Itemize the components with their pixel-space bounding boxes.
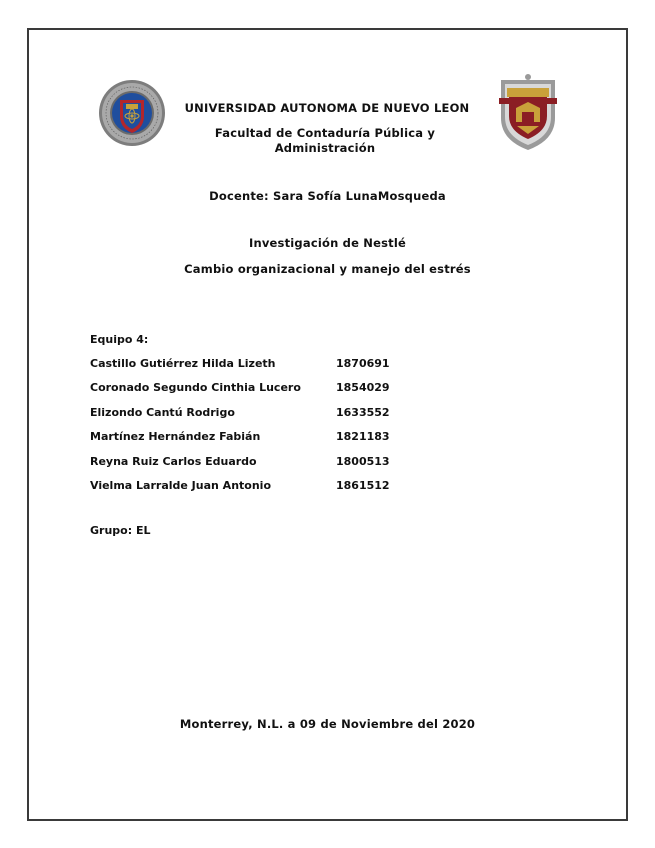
group-label: Grupo: EL bbox=[90, 524, 151, 537]
topic-subtitle: Cambio organizacional y manejo del estrés bbox=[184, 262, 471, 276]
member-row bbox=[90, 405, 390, 430]
member-row bbox=[90, 454, 390, 479]
member-id: 1861512 bbox=[336, 478, 390, 492]
member-name: Vielma Larralde Juan Antonio bbox=[90, 478, 272, 492]
member-id: 1870691 bbox=[336, 357, 390, 370]
member-name: Castillo Gutiérrez Hilda Lizeth bbox=[90, 357, 276, 370]
member-name: Reyna Ruiz Carlos Eduardo bbox=[90, 454, 257, 468]
teacher-line: Docente: Sara Sofía LunaMosqueda bbox=[209, 189, 446, 203]
member-row bbox=[90, 478, 390, 503]
team-section bbox=[90, 333, 390, 503]
member-row bbox=[90, 430, 390, 454]
member-name: Coronado Segundo Cinthia Lucero bbox=[90, 381, 301, 395]
member-id: 1821183 bbox=[336, 430, 390, 444]
member-id: 1633552 bbox=[336, 405, 390, 419]
member-row bbox=[90, 357, 390, 381]
member-id: 1854029 bbox=[336, 381, 390, 395]
member-id: 1800513 bbox=[336, 454, 390, 468]
university-title: UNIVERSIDAD AUTONOMA DE NUEVO LEON bbox=[184, 101, 470, 115]
member-row bbox=[90, 381, 390, 405]
team-heading: Equipo 4: bbox=[90, 333, 149, 346]
member-name: Martínez Hernández Fabián bbox=[90, 430, 261, 444]
date-line: Monterrey, N.L. a 09 de Noviembre del 2020 bbox=[179, 717, 476, 731]
faculty-name: Facultad de Contaduría Pública y Administración bbox=[214, 126, 436, 155]
member-name: Elizondo Cantú Rodrigo bbox=[90, 405, 235, 419]
topic-title: Investigación de Nestlé bbox=[248, 236, 407, 250]
